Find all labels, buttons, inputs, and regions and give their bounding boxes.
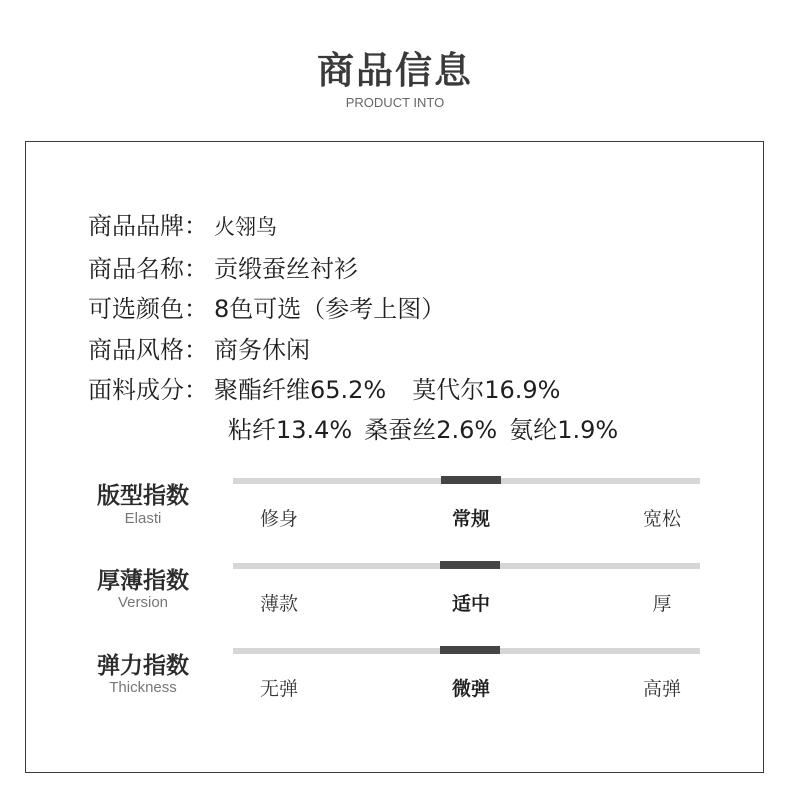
scale-option: 修身 <box>259 508 298 530</box>
scale-subtitle: Thickness <box>109 679 177 696</box>
scale-subtitle: Version <box>117 594 169 611</box>
scale-option-selected: 微弹 <box>451 678 490 700</box>
scale-title: 弹力指数 <box>97 653 189 679</box>
page-title: 商品信息 <box>317 49 473 92</box>
scale-marker <box>440 561 500 569</box>
scale-subtitle: Elasti <box>124 510 162 527</box>
scale-bar <box>233 563 700 569</box>
info-label: 商品品牌： <box>88 212 208 240</box>
composition-item: 莫代尔16.9% <box>412 376 561 404</box>
info-row-name <box>88 249 358 284</box>
composition-item: 氨纶1.9% <box>509 416 619 444</box>
scale-option-selected: 适中 <box>451 593 490 615</box>
scale-bar <box>233 648 700 654</box>
info-value: 贡缎蚕丝衬衫 <box>214 255 358 283</box>
scale-option: 无弹 <box>259 678 298 700</box>
info-label: 商品名称： <box>88 255 208 283</box>
info-value: 8色可选（参考上图） <box>214 295 446 323</box>
composition-line-2 <box>228 410 618 445</box>
info-label: 可选颜色： <box>88 295 208 323</box>
scale-option: 高弹 <box>642 678 681 700</box>
info-row-style <box>88 330 310 365</box>
scale-option: 厚 <box>652 593 672 615</box>
composition-item: 聚酯纤维65.2% <box>214 376 387 404</box>
info-label: 面料成分： <box>88 376 208 404</box>
scale-title: 厚薄指数 <box>97 568 189 594</box>
info-row-composition <box>88 370 561 405</box>
scale-title: 版型指数 <box>97 483 189 509</box>
composition-item: 粘纤13.4% <box>228 416 353 444</box>
scale-bar <box>233 478 700 484</box>
scale-option-selected: 常规 <box>451 508 490 530</box>
info-label: 商品风格： <box>88 336 208 364</box>
info-value: 商务休闲 <box>214 336 310 364</box>
info-row-brand <box>88 206 277 241</box>
info-value: 火翎鸟 <box>214 215 277 239</box>
scale-option: 宽松 <box>642 508 681 530</box>
scale-option: 薄款 <box>259 593 298 615</box>
scale-marker <box>441 476 501 484</box>
scale-marker <box>440 646 500 654</box>
page-subtitle: PRODUCT INTO <box>345 95 445 110</box>
info-row-colors <box>88 289 445 324</box>
composition-item: 桑蚕丝2.6% <box>364 416 498 444</box>
